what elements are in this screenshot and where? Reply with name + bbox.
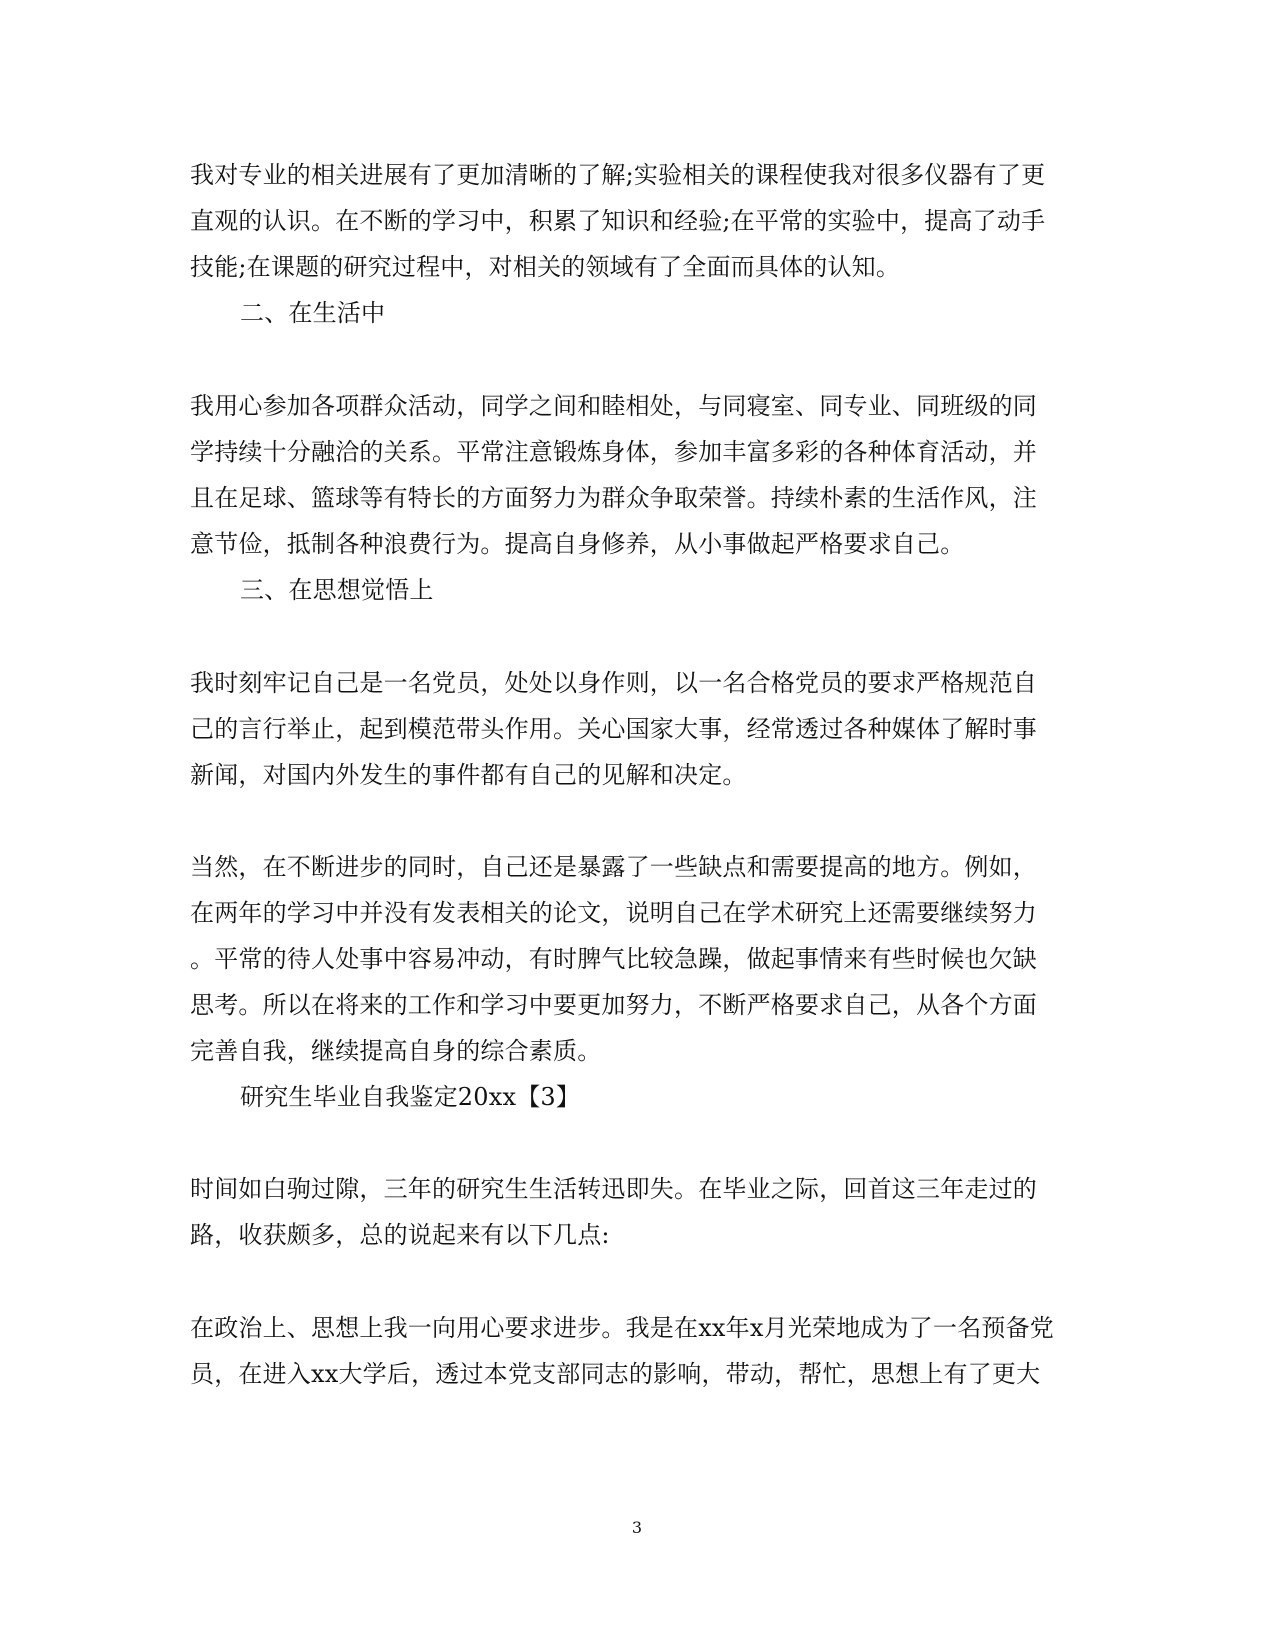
text-line: 新闻，对国内外发生的事件都有自己的见解和决定。 bbox=[190, 761, 747, 789]
text-line: 我时刻牢记自己是一名党员，处处以身作则，以一名合格党员的要求严格规范自 bbox=[190, 669, 1037, 697]
text-line: 意节俭，抵制各种浪费行为。提高自身修养，从小事做起严格要求自己。 bbox=[190, 530, 965, 558]
text-line: 技能;在课题的研究过程中，对相关的领域有了全面而具体的认知。 bbox=[190, 253, 901, 281]
page-number: 3 bbox=[631, 1518, 643, 1537]
text-line: 直观的认识。在不断的学习中，积累了知识和经验;在平常的实验中，提高了动手 bbox=[190, 207, 1046, 235]
text-line: 路，收获颇多，总的说起来有以下几点: bbox=[190, 1221, 610, 1249]
text-line: 完善自我，继续提高自身的综合素质。 bbox=[190, 1037, 602, 1065]
section-heading-3: 研究生毕业自我鉴定20xx【3】 bbox=[240, 1083, 581, 1111]
section-heading-life: 二、在生活中 bbox=[240, 299, 386, 327]
text-line: 己的言行举止，起到模范带头作用。关心国家大事，经常透过各种媒体了解时事 bbox=[190, 715, 1037, 743]
text-line: 思考。所以在将来的工作和学习中要更加努力，不断严格要求自己，从各个方面 bbox=[190, 991, 1037, 1019]
text-line: 在两年的学习中并没有发表相关的论文，说明自己在学术研究上还需要继续努力 bbox=[190, 899, 1037, 927]
text-line: 学持续十分融洽的关系。平常注意锻炼身体，参加丰富多彩的各种体育活动，并 bbox=[190, 438, 1037, 466]
text-line: 且在足球、篮球等有特长的方面努力为群众争取荣誉。持续朴素的生活作风，注 bbox=[190, 484, 1037, 512]
text-line: 在政治上、思想上我一向用心要求进步。我是在xx年x月光荣地成为了一名预备党 bbox=[190, 1314, 1055, 1342]
text-line: 时间如白驹过隙，三年的研究生生活转迅即失。在毕业之际，回首这三年走过的 bbox=[190, 1175, 1037, 1203]
text-line: 。平常的待人处事中容易冲动，有时脾气比较急躁，做起事情来有些时候也欠缺 bbox=[190, 945, 1037, 973]
text-line: 员，在进入xx大学后，透过本党支部同志的影响，带动，帮忙，思想上有了更大 bbox=[190, 1360, 1041, 1388]
section-heading-thought: 三、在思想觉悟上 bbox=[240, 576, 434, 604]
text-line: 当然，在不断进步的同时，自己还是暴露了一些缺点和需要提高的地方。例如， bbox=[190, 853, 1037, 881]
text-line: 我用心参加各项群众活动，同学之间和睦相处，与同寝室、同专业、同班级的同 bbox=[190, 392, 1037, 420]
text-line: 我对专业的相关进展有了更加清晰的了解;实验相关的课程使我对很多仪器有了更 bbox=[190, 161, 1046, 189]
